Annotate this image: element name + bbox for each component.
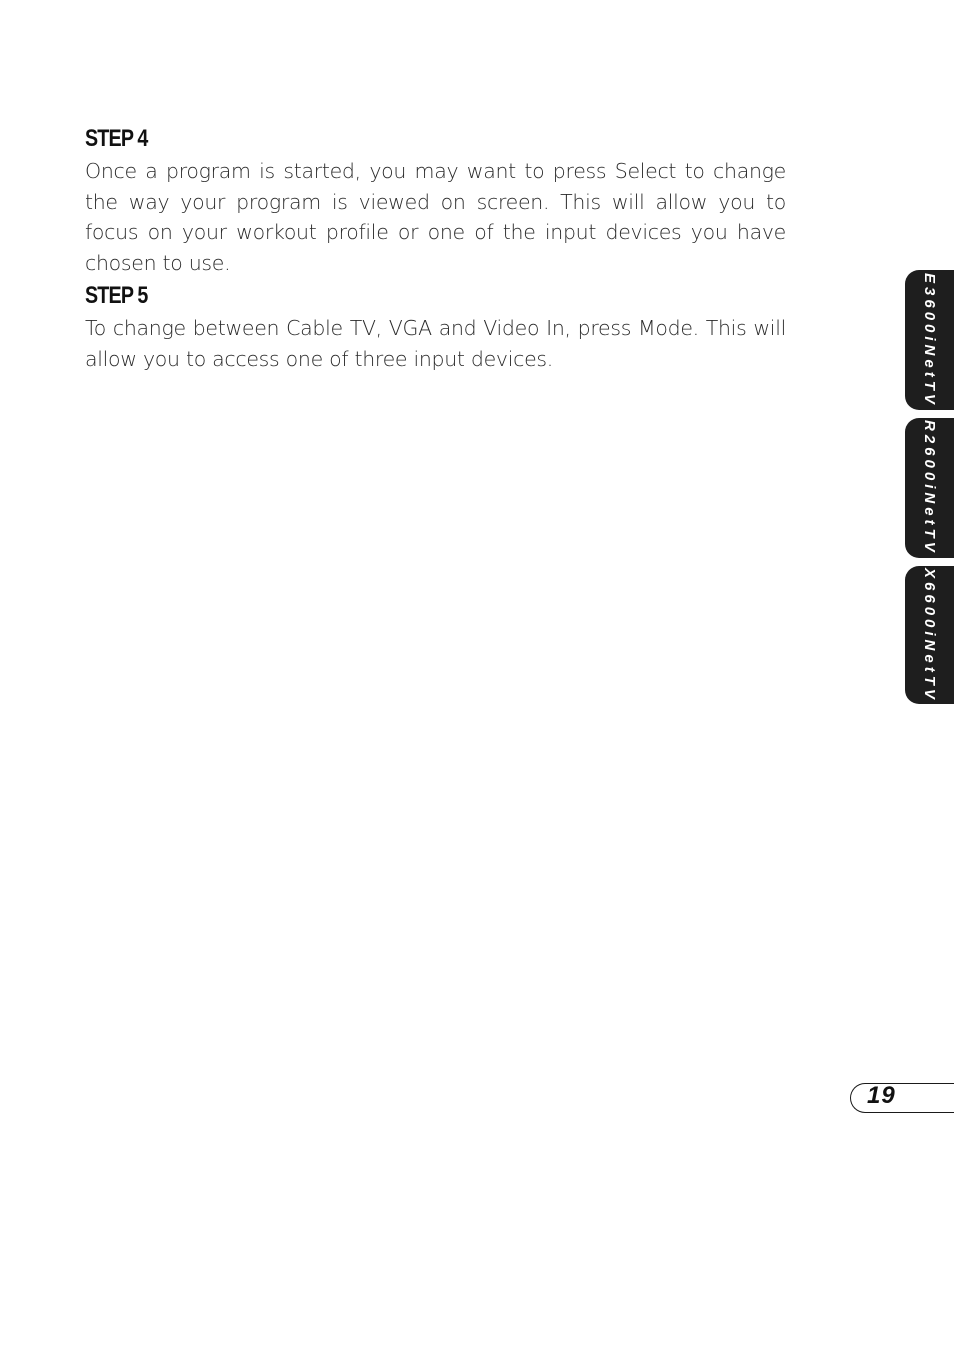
page-number: 19 [867, 1082, 896, 1109]
model-side-tabs [905, 270, 954, 704]
step-4-section [85, 122, 786, 278]
step-4-heading: STEP 4 [85, 125, 148, 152]
side-tab-r2600 [905, 418, 954, 558]
step-5-section [85, 279, 786, 374]
side-tab-r2600-label: R2600iNetTV [921, 420, 938, 556]
side-tab-x6600 [905, 566, 954, 704]
step-5-body: To change between Cable TV, VGA and Video In, press Mode. This will allow you to access one of three input devices. [85, 316, 786, 371]
side-tab-e3600 [905, 270, 954, 410]
step-4-body: Once a program is started, you may want to press Select to change the way your program is viewed on screen. This will allow you to focus on your workout profile or one of the input devices you have chosen to use. [85, 159, 786, 275]
side-tab-e3600-label: E3600iNetTV [921, 272, 938, 408]
step-5-heading: STEP 5 [85, 282, 148, 309]
side-tab-x6600-label: X6600iNetTV [921, 567, 938, 703]
page-number-box [850, 1083, 954, 1113]
